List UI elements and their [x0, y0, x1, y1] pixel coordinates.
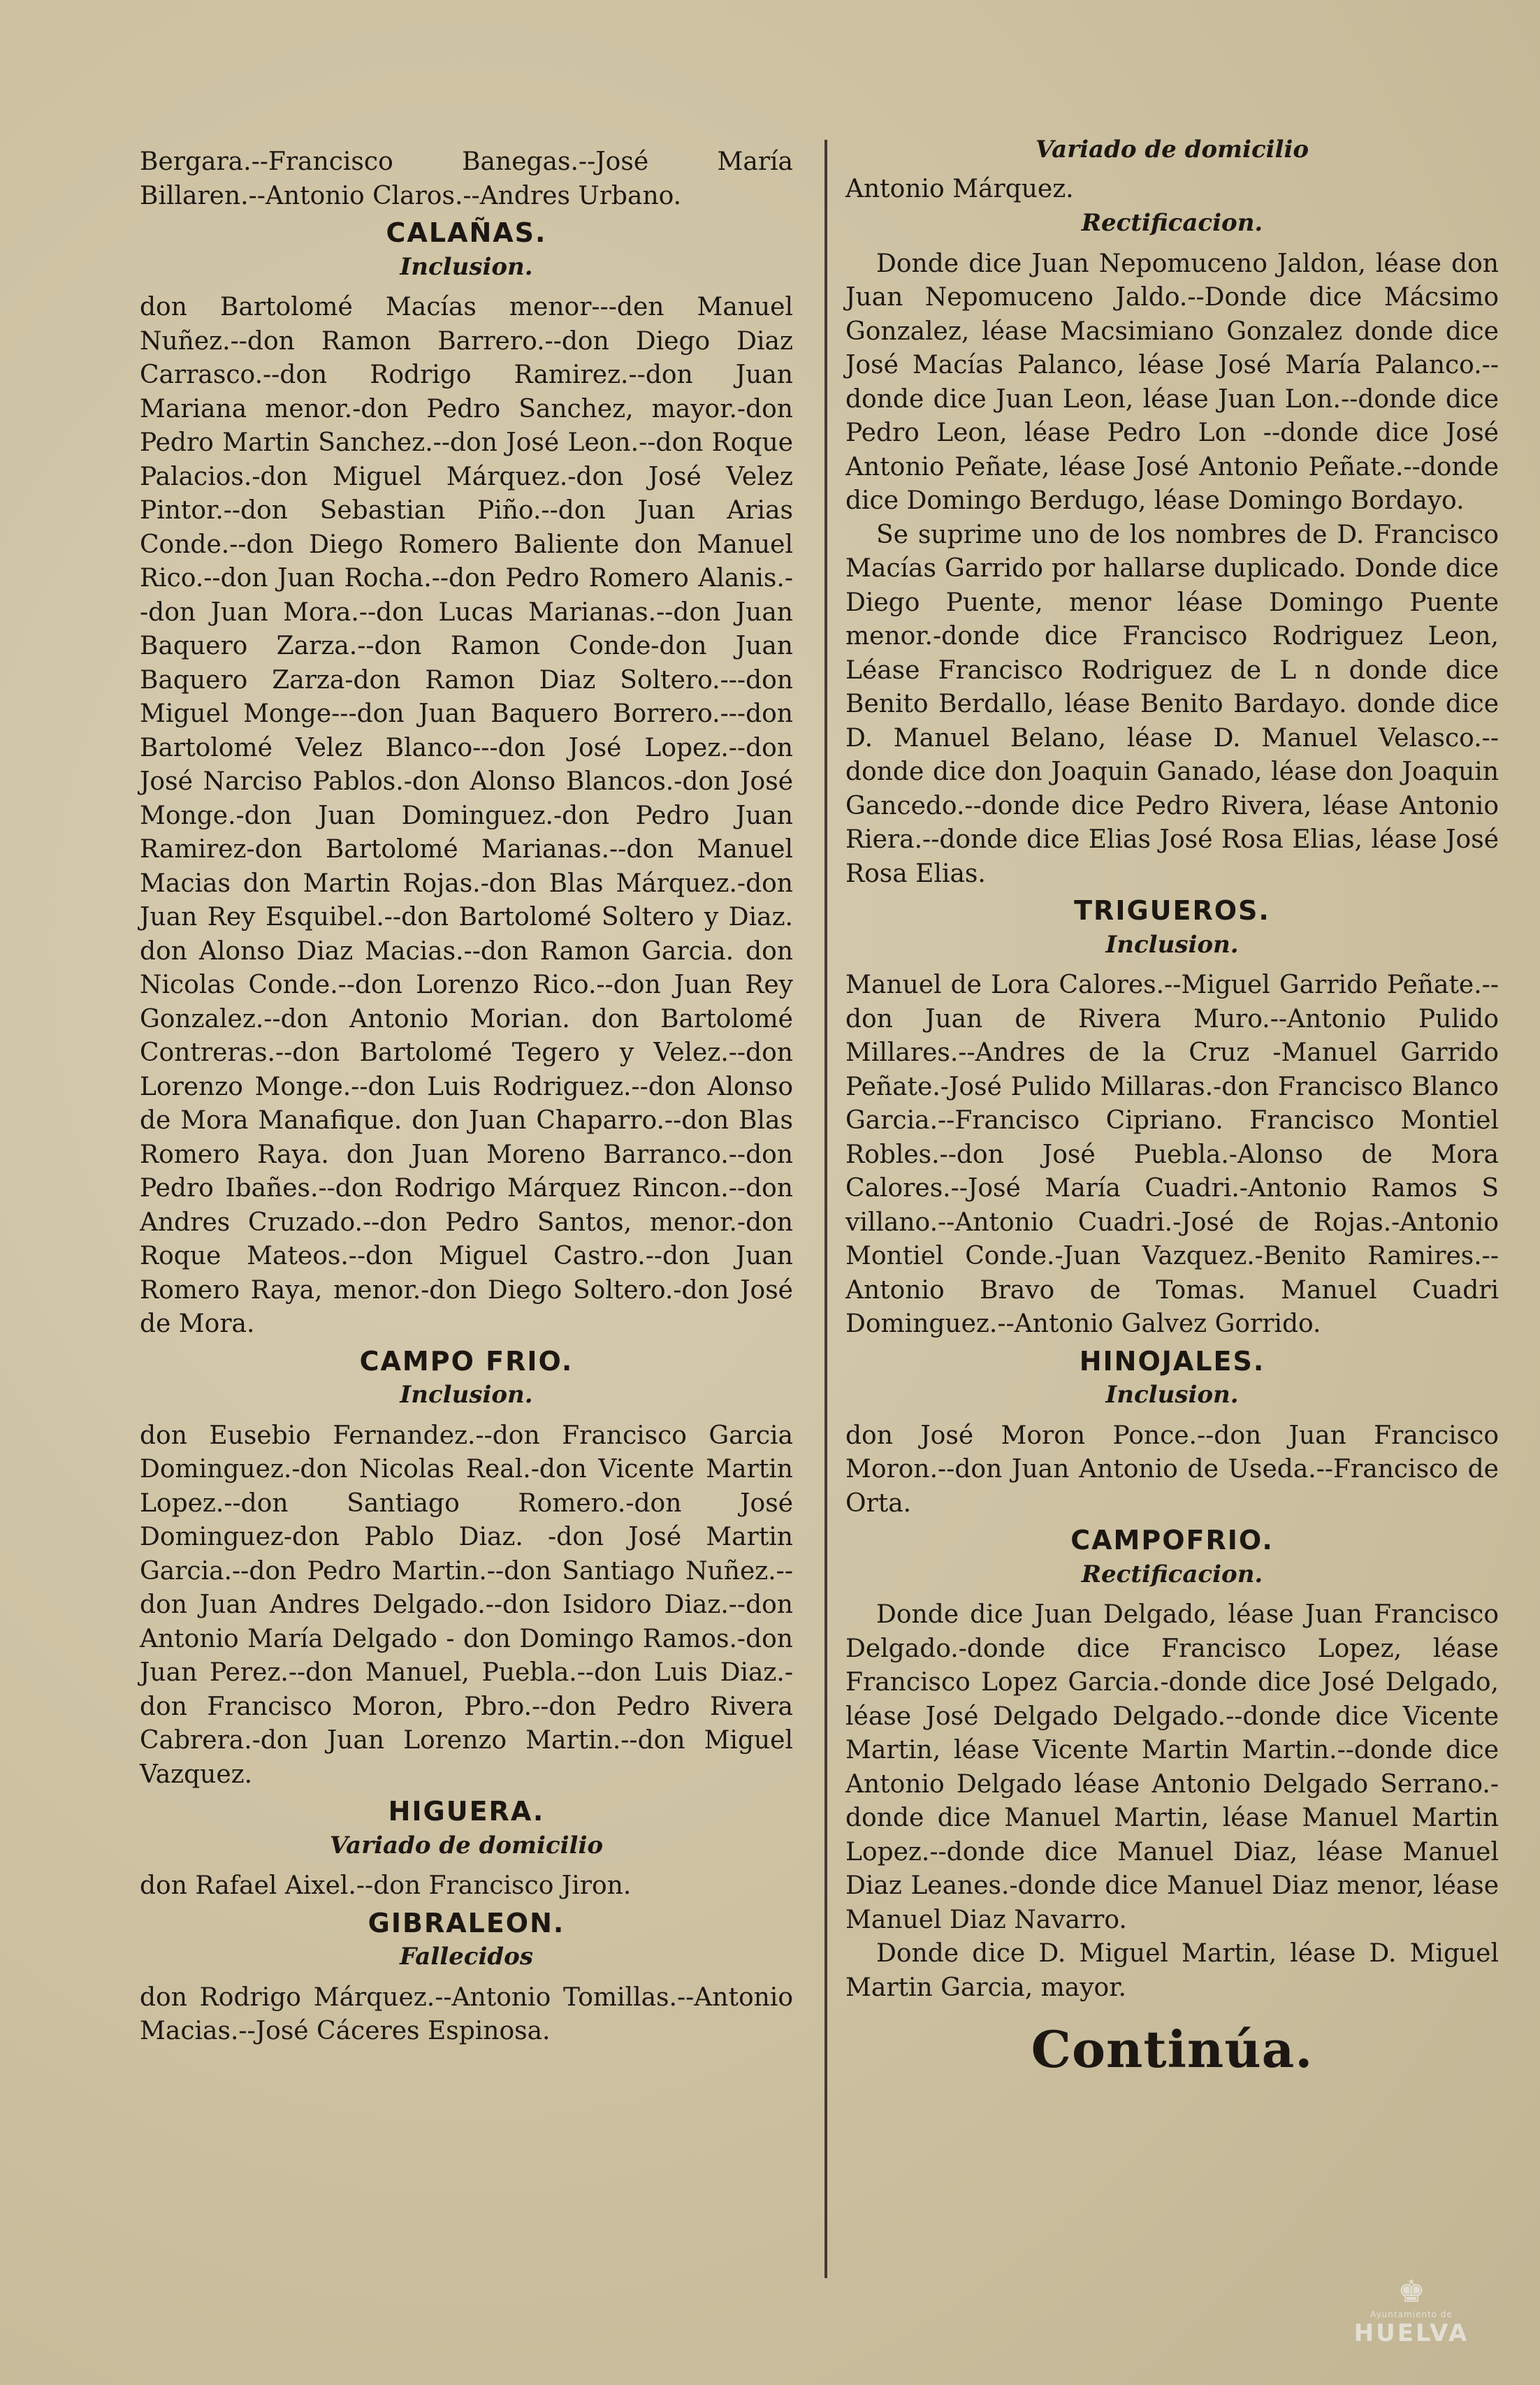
- section-heading-campo-frio: CAMPO FRIO.: [359, 1345, 574, 1377]
- right-column: [845, 0, 1499, 2079]
- section-subheading-higuera: Variado de domicilio: [329, 1831, 604, 1860]
- section-paragraph-campo-frio: don Eusebio Fernandez.--don Francisco Garcia Dominguez.-don Nicolas Real.-don Vicente Martin Lopez.--don Santiago Romero.-don José Dominguez-don Pablo Diaz. -don José Martin Garcia.--don Pedro Martin.--don Santiago Nuñez.--don Juan Andres Delgado.--don Isidoro Diaz.--don Antonio María Delgado - don Domingo Ramos.-don Juan Perez.--don Manuel, Puebla.--don Luis Diaz.-don Francisco Moron, Pbro.--don Pedro Rivera Cabrera.-don Juan Lorenzo Martin.--don Miguel Vazquez.: [140, 1421, 793, 1789]
- section-heading-higuera: HIGUERA.: [388, 1796, 545, 1827]
- crest-icon: ♚: [1397, 2274, 1425, 2310]
- right-top-subheading: Variado de domicilio: [1035, 136, 1309, 164]
- section-paragraph-calanas: don Bartolomé Macías menor---den Manuel Nuñez.--don Ramon Barrero.--don Diego Diaz Carrasco.--don Rodrigo Ramirez.--don Juan Mariana menor.-don Pedro Sanchez, mayor.-don Pedro Martin Sanchez.--don José Leon.--don Roque Palacios.-don Miguel Márquez.-don José Velez Pintor.--don Sebastian Piño.--don Juan Arias Conde.--don Diego Romero Baliente don Manuel Rico.--don Juan Rocha.--don Pedro Romero Alanis.--don Juan Mora.--don Lucas Marianas.--don Juan Baquero Zarza.--don Ramon Conde-don Juan Baquero Zarza-don Ramon Diaz Soltero.---don Miguel Monge---don Juan Baquero Borrero.---don Bartolomé Velez Blanco---don José Lopez.--don José Narciso Pablos.-don Alonso Blancos.-don José Monge.-don Juan Dominguez.-don Pedro Juan Ramirez-don Bartolomé Marianas.--don Manuel Macias don Martin Rojas.-don Blas Márquez.-don Juan Rey Esquibel.--don Bartolomé Soltero y Diaz. don Alonso Diaz Macias.--don Ramon Garcia. don Nicolas Conde.--don Lorenzo Rico.--don Juan Rey Gonzalez.--don Antonio Morian. don Bartolomé Contreras.--don Bartolomé Tegero y Velez.--don Lorenzo Monge.--don Luis Rodriguez.--don Alonso de Mora Manafique. don Juan Chaparro.--don Blas Romero Raya. don Juan Moreno Barranco.--don Pedro Ibañes.--don Rodrigo Márquez Rincon.--don Andres Cruzado.--don Pedro Santos, menor.-don Roque Mateos.--don Miguel Castro.--don Juan Romero Raya, menor.-don Diego Soltero.-don José de Mora.: [140, 293, 793, 1338]
- section-subheading-campo-frio: Inclusion.: [400, 1381, 533, 1409]
- section-paragraph-campofrio-1: Donde dice Juan Delgado, léase Juan Francisco Delgado.-donde dice Francisco Lopez, léase Francisco Lopez Garcia.-donde dice José Delgado, léase José Delgado Delgado.--donde dice Vicente Martin, léase Vicente Martin Martin.--donde dice Antonio Delgado léase Antonio Delgado Serrano.- donde dice Manuel Martin, léase Manuel Martin Lopez.--donde dice Manuel Diaz, léase Manuel Diaz Leanes.-donde dice Manuel Diaz menor, léase Manuel Diaz Navarro.: [845, 1600, 1499, 1934]
- section-subheading-rectificacion: Rectificacion.: [1081, 209, 1263, 237]
- section-paragraph-rectificacion-1: Donde dice Juan Nepomuceno Jaldon, léase don Juan Nepomuceno Jaldo.--Donde dice Mácsimo Gonzalez, léase Macsimiano Gonzalez donde dice José Macías Palanco, léase José María Palanco.--donde dice Juan Leon, léase Juan Lon.--donde dice Pedro Leon, léase Pedro Lon --donde dice José Antonio Peñate, léase José Antonio Peñate.--donde dice Domingo Berdugo, léase Domingo Bordayo.: [845, 249, 1499, 515]
- section-subheading-trigueros: Inclusion.: [1105, 930, 1239, 959]
- section-paragraph-trigueros: Manuel de Lora Calores.--Miguel Garrido Peñate.--don Juan de Rivera Muro.--Antonio Pulido Millares.--Andres de la Cruz -Manuel Garrido Peñate.-José Pulido Millaras.-don Francisco Blanco Garcia.--Francisco Cipriano. Francisco Montiel Robles.--don José Puebla.-Alonso de Mora Calores.--José María Cuadri.-Antonio Ramos S villano.--Antonio Cuadri.-José de Rojas.-Antonio Montiel Conde.-Juan Vazquez.-Benito Ramires.--Antonio Bravo de Tomas. Manuel Cuadri Dominguez.--Antonio Galvez Gorrido.: [845, 971, 1499, 1338]
- section-paragraph-rectificacion-2: Se suprime uno de los nombres de D. Francisco Macías Garrido por hallarse duplicado. Donde dice Diego Puente, menor léase Domingo Puente menor.-donde dice Francisco Rodriguez Leon, Léase Francisco Rodriguez de L n donde dice Benito Berdallo, léase Benito Bardayo. donde dice D. Manuel Belano, léase D. Manuel Velasco.--donde dice don Joaquin Ganado, léase don Joaquin Gancedo.--donde dice Pedro Rivera, léase Antonio Riera.--donde dice Elias José Rosa Elias, léase José Rosa Elias.: [845, 520, 1499, 888]
- section-paragraph-campofrio-2: Donde dice D. Miguel Martin, léase D. Miguel Martin Garcia, mayor.: [845, 1939, 1499, 2002]
- section-heading-campofrio: CAMPOFRIO.: [1070, 1525, 1274, 1556]
- section-heading-trigueros: TRIGUEROS.: [1074, 895, 1270, 926]
- section-subheading-calanas: Inclusion.: [400, 252, 533, 281]
- section-paragraph-higuera: don Rafael Aixel.--don Francisco Jiron.: [140, 1871, 632, 1900]
- section-paragraph-hinojales: don José Moron Ponce.--don Juan Francisco Moron.--don Juan Antonio de Useda.--Francisco de Orta.: [845, 1421, 1499, 1518]
- right-intro: Antonio Márquez.: [845, 174, 1074, 203]
- section-heading-hinojales: HINOJALES.: [1079, 1345, 1265, 1377]
- section-subheading-hinojales: Inclusion.: [1105, 1381, 1239, 1409]
- watermark-large-text: HUELVA: [1353, 2319, 1469, 2347]
- archive-watermark: [1310, 2275, 1513, 2358]
- section-heading-calanas: CALAÑAS.: [386, 217, 547, 248]
- left-column: [140, 0, 793, 2049]
- section-heading-gibraleon: GIBRALEON.: [368, 1907, 565, 1938]
- section-subheading-campofrio: Rectificacion.: [1081, 1560, 1263, 1588]
- continua-label: Continúa.: [1031, 2020, 1314, 2079]
- column-divider: [825, 140, 827, 2278]
- section-paragraph-gibraleon: don Rodrigo Márquez.--Antonio Tomillas.--Antonio Macias.--José Cáceres Espinosa.: [140, 1982, 793, 2045]
- section-subheading-gibraleon: Fallecidos: [400, 1943, 533, 1971]
- left-intro: Bergara.--Francisco Banegas.--José María Billaren.--Antonio Claros.--Andres Urbano.: [140, 147, 793, 210]
- watermark-small-text: Ayuntamiento de: [1370, 2310, 1453, 2319]
